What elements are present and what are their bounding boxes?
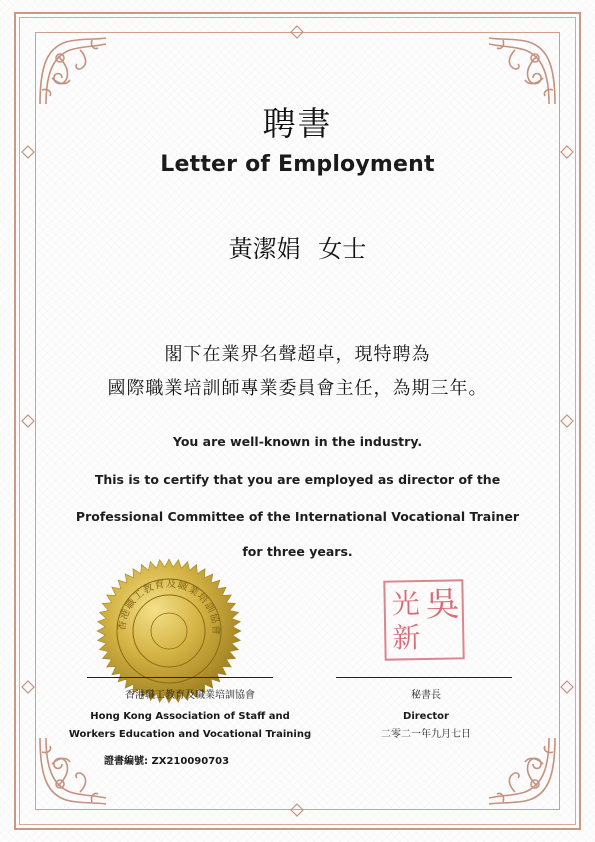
body-english-line: You are well-known in the industry. [172,434,423,449]
body-english-line: for three years. [242,544,353,559]
signatory-title-english: Director [403,711,449,722]
seal-text: 香港職工教育及職業培訓協會 [116,578,222,637]
stamp-character: 光 [391,587,421,621]
diamond-ornament-icon [290,803,304,817]
red-name-stamp [383,579,464,660]
corner-ornament-icon [36,34,110,108]
title-chinese: 聘書 [262,104,333,143]
recipient-name: 黃潔娟 女士 [228,235,367,263]
diamond-ornament-icon [21,414,35,428]
body-english-line: This is to certify that you are employed as director of the [94,472,501,487]
stamp-character: 吳 [425,584,461,625]
signature-line [87,677,273,678]
diamond-ornament-icon [290,25,304,39]
diamond-ornament-icon [560,414,574,428]
issue-date: 二零二一年九月七日 [381,729,471,740]
stamp-character: 新 [392,621,421,655]
issuer-name-english-line: Workers Education and Vocational Training [68,729,312,740]
corner-ornament-icon [36,734,110,808]
issuer-name-english-line: Hong Kong Association of Staff and [90,711,290,722]
certificate-number: 證書編號: ZX210090703 [104,756,230,767]
corner-ornament-icon [485,34,559,108]
signatory-title-chinese: 秘書長 [411,690,441,701]
diamond-ornament-icon [560,680,574,694]
corner-ornament-icon [485,734,559,808]
diamond-ornament-icon [21,680,35,694]
signature-line [336,677,512,678]
body-english-line: Professional Committee of the International Vocational Trainer [75,509,520,524]
issuer-name-chinese: 香港職工教育及職業培訓協會 [125,690,255,701]
body-chinese-line: 國際職業培訓師專業委員會主任，為期三年。 [107,378,488,399]
body-chinese-line: 閣下在業界名聲超卓，現特聘為 [164,344,431,365]
gold-seal-icon [94,556,244,706]
title-english: Letter of Employment [160,152,435,177]
